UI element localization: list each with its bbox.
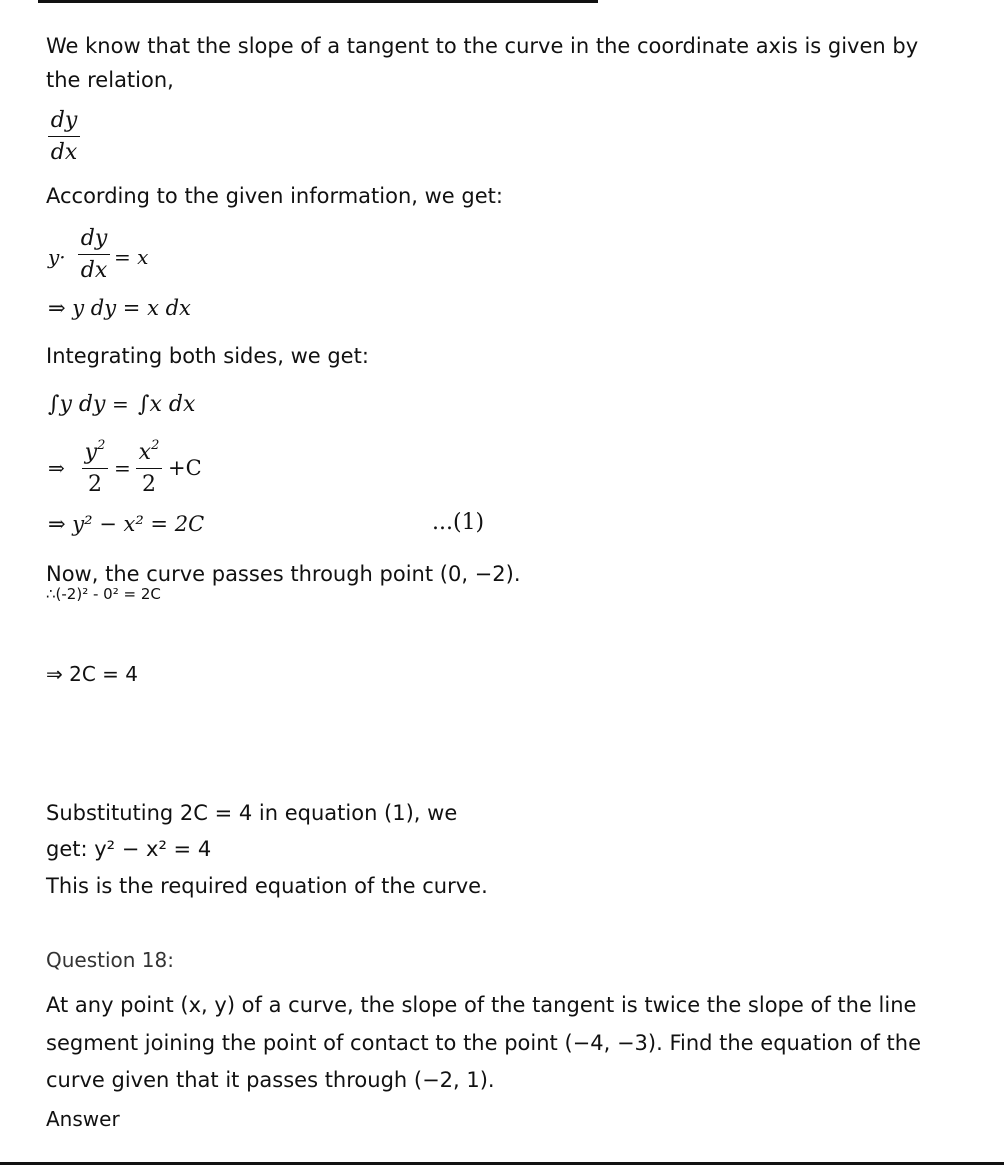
denominator: 2 bbox=[88, 472, 102, 497]
numerator-x: x bbox=[138, 440, 152, 465]
integral-rhs: ∫x dx bbox=[138, 392, 196, 417]
fraction-y2-over-2 bbox=[82, 440, 108, 497]
plus-c: +C bbox=[168, 456, 202, 480]
fraction-x2-over-2 bbox=[136, 440, 162, 497]
fraction-bar bbox=[78, 254, 110, 255]
numerator: dy bbox=[50, 108, 78, 133]
y-dot: y· bbox=[48, 245, 66, 269]
top-rule bbox=[38, 0, 598, 3]
question-label: Question 18: bbox=[46, 948, 174, 972]
now-curve-text: Now, the curve passes through point (0, −2). bbox=[46, 562, 521, 586]
therefore-line: ∴(-2)² - 0² = 2C bbox=[46, 585, 161, 603]
intro-line-2: the relation, bbox=[46, 68, 174, 92]
substituting-text: Substituting 2C = 4 in equation (1), we bbox=[46, 801, 458, 825]
frac-eq: = bbox=[114, 456, 131, 480]
question-line-2: segment joining the point of contact to the point (−4, −3). Find the equation of the bbox=[46, 1031, 921, 1055]
required-equation-text: This is the required equation of the curve. bbox=[46, 874, 488, 898]
two-c-equals-4: ⇒ 2C = 4 bbox=[46, 662, 139, 686]
answer-label: Answer bbox=[46, 1107, 120, 1131]
numerator-y: y bbox=[84, 440, 98, 465]
implies-arrow: ⇒ bbox=[48, 456, 65, 480]
bottom-rule bbox=[0, 1162, 1004, 1165]
get-equation: get: y² − x² = 4 bbox=[46, 837, 212, 861]
equation-reference-1: ...(1) bbox=[432, 510, 485, 535]
equation-step-3: ⇒ y² − x² = 2C bbox=[48, 512, 205, 536]
fraction-dy-dx-2 bbox=[78, 226, 110, 283]
question-line-1: At any point (x, y) of a curve, the slope of the tangent is twice the slope of the line bbox=[46, 993, 917, 1017]
fraction-bar bbox=[136, 468, 162, 469]
denominator: dx bbox=[50, 140, 78, 165]
question-line-3: curve given that it passes through (−2, 1). bbox=[46, 1068, 495, 1092]
exponent: 2 bbox=[151, 438, 160, 453]
denominator: 2 bbox=[142, 472, 156, 497]
according-text: According to the given information, we get: bbox=[46, 184, 503, 208]
equals-x: = x bbox=[114, 245, 149, 269]
fraction-dy-dx bbox=[48, 108, 80, 165]
integrating-text: Integrating both sides, we get: bbox=[46, 344, 369, 368]
implies-ydy-xdx: ⇒ y dy = x dx bbox=[48, 296, 191, 320]
exponent: 2 bbox=[97, 438, 106, 453]
fraction-bar bbox=[82, 468, 108, 469]
numerator: dy bbox=[80, 226, 108, 251]
intro-line-1: We know that the slope of a tangent to the curve in the coordinate axis is given by bbox=[46, 34, 919, 58]
fraction-bar bbox=[48, 136, 80, 137]
denominator: dx bbox=[80, 258, 108, 283]
integral-eq: = bbox=[112, 392, 129, 416]
integral-lhs: ∫y dy bbox=[48, 392, 106, 417]
